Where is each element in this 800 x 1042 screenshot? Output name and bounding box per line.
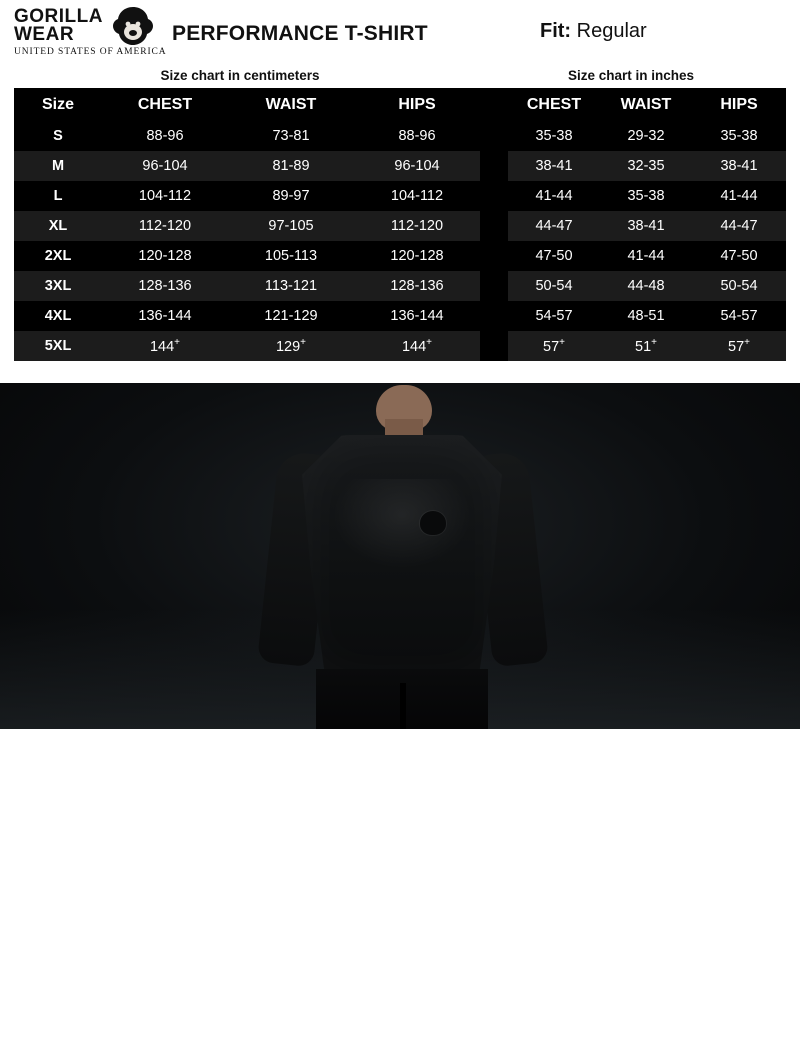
cell-cm-waist: 105-113 <box>228 241 354 271</box>
table-row <box>14 181 786 211</box>
cell-in-waist: 32-35 <box>600 151 692 181</box>
table-row <box>14 301 786 331</box>
cell-in-hips: 57+ <box>692 331 786 361</box>
brand-logo <box>14 6 167 57</box>
callout-hips <box>14 977 252 1042</box>
cell-cm-waist: 73-81 <box>228 121 354 151</box>
brand-line-2: WEAR <box>14 24 75 45</box>
size-table-body <box>14 121 786 361</box>
cell-in-chest: 50-54 <box>508 271 600 301</box>
callout-waist <box>533 923 763 988</box>
th-in-chest: CHEST <box>508 88 600 121</box>
cell-cm-chest: 88-96 <box>102 121 228 151</box>
cell-spacer <box>480 211 508 241</box>
th-cm-hips: HIPS <box>354 88 480 121</box>
cell-cm-waist: 113-121 <box>228 271 354 301</box>
cell-in-waist: 38-41 <box>600 211 692 241</box>
cell-cm-hips: 112-120 <box>354 211 480 241</box>
cell-size: M <box>14 151 102 181</box>
table-row <box>14 211 786 241</box>
callout-hips-text: To measure the hips circumference, place the measuring tape around the fullest part of your hips. <box>14 998 229 1042</box>
unit-subheaders <box>0 62 800 88</box>
size-table <box>14 88 786 361</box>
hips-marker-dot <box>452 985 462 995</box>
th-spacer <box>480 88 508 121</box>
cell-cm-waist: 89-97 <box>228 181 354 211</box>
model-photo <box>258 383 548 729</box>
fit-value: Regular <box>576 20 647 42</box>
callout-chest <box>14 838 266 917</box>
cell-cm-waist: 97-105 <box>228 211 354 241</box>
cell-spacer <box>480 151 508 181</box>
th-cm-waist: WAIST <box>228 88 354 121</box>
size-table-container <box>0 88 800 361</box>
cell-in-hips: 47-50 <box>692 241 786 271</box>
cell-cm-waist: 81-89 <box>228 151 354 181</box>
subheader-inches: Size chart in inches <box>567 67 695 83</box>
gorilla-icon <box>110 6 156 50</box>
table-row <box>14 271 786 301</box>
cell-cm-hips: 136-144 <box>354 301 480 331</box>
table-row <box>14 151 786 181</box>
cell-size: 2XL <box>14 241 102 271</box>
table-header-row <box>14 88 786 121</box>
cell-size: XL <box>14 211 102 241</box>
callout-waist-title: Waist <box>533 923 577 941</box>
fit-info <box>540 8 790 43</box>
model-leg-gap <box>400 683 406 729</box>
page-title: PERFORMANCE T-SHIRT <box>172 22 428 45</box>
cell-in-chest: 41-44 <box>508 181 600 211</box>
cell-spacer <box>480 121 508 151</box>
cell-spacer <box>480 271 508 301</box>
page-header <box>0 0 800 62</box>
chest-marker-dot <box>462 846 472 856</box>
cell-spacer <box>480 241 508 271</box>
cell-cm-hips: 88-96 <box>354 121 480 151</box>
cell-spacer <box>480 181 508 211</box>
waist-leader-line <box>356 934 534 936</box>
brand-line-1: GORILLA <box>14 6 103 27</box>
th-size: Size <box>14 88 102 121</box>
cell-cm-waist: 121-129 <box>228 301 354 331</box>
table-row <box>14 331 786 361</box>
cell-in-hips: 41-44 <box>692 181 786 211</box>
cell-in-hips: 35-38 <box>692 121 786 151</box>
table-row <box>14 121 786 151</box>
cell-cm-hips: 128-136 <box>354 271 480 301</box>
cell-in-hips: 44-47 <box>692 211 786 241</box>
callout-hips-title: Hips <box>14 977 50 995</box>
callout-chest-text: To measure the chest circumference, place the measuring tape around the chest, under the armpits and over your nipples. Do not tighten too tightly. <box>14 859 266 917</box>
cell-in-hips: 50-54 <box>692 271 786 301</box>
cell-cm-hips: 96-104 <box>354 151 480 181</box>
cell-in-chest: 44-47 <box>508 211 600 241</box>
cell-cm-hips: 144+ <box>354 331 480 361</box>
cell-cm-chest: 112-120 <box>102 211 228 241</box>
cell-in-hips: 38-41 <box>692 151 786 181</box>
cell-in-waist: 44-48 <box>600 271 692 301</box>
cell-cm-chest: 128-136 <box>102 271 228 301</box>
cell-cm-chest: 104-112 <box>102 181 228 211</box>
cell-cm-hips: 120-128 <box>354 241 480 271</box>
cell-size: 3XL <box>14 271 102 301</box>
cell-in-chest: 57+ <box>508 331 600 361</box>
chest-gorilla-logo-icon <box>420 511 446 535</box>
cell-in-waist: 51+ <box>600 331 692 361</box>
cell-size: 5XL <box>14 331 102 361</box>
cell-size: L <box>14 181 102 211</box>
th-in-hips: HIPS <box>692 88 786 121</box>
cell-cm-waist: 129+ <box>228 331 354 361</box>
brand-country: UNITED STATES OF AMERICA <box>14 47 167 57</box>
cell-size: 4XL <box>14 301 102 331</box>
cell-cm-chest: 144+ <box>102 331 228 361</box>
cell-in-waist: 29-32 <box>600 121 692 151</box>
cell-in-waist: 35-38 <box>600 181 692 211</box>
cell-spacer <box>480 331 508 361</box>
callout-waist-text: To measure the waist circumference, place the measuring tape around the narrowest part of your waist. <box>533 944 749 988</box>
cell-cm-chest: 120-128 <box>102 241 228 271</box>
cell-cm-chest: 96-104 <box>102 151 228 181</box>
subheader-centimeters: Size chart in centimeters <box>160 67 320 83</box>
cell-cm-chest: 136-144 <box>102 301 228 331</box>
cell-in-waist: 48-51 <box>600 301 692 331</box>
fabric-highlight <box>332 479 472 569</box>
cell-in-hips: 54-57 <box>692 301 786 331</box>
cell-in-chest: 35-38 <box>508 121 600 151</box>
cell-in-chest: 54-57 <box>508 301 600 331</box>
cell-size: S <box>14 121 102 151</box>
measurement-diagram <box>0 383 800 1042</box>
th-cm-chest: CHEST <box>102 88 228 121</box>
cell-in-waist: 41-44 <box>600 241 692 271</box>
callout-chest-title: Chest <box>14 838 60 856</box>
cell-in-chest: 47-50 <box>508 241 600 271</box>
table-row <box>14 241 786 271</box>
cell-spacer <box>480 301 508 331</box>
th-in-waist: WAIST <box>600 88 692 121</box>
fit-label: Fit: <box>540 20 572 42</box>
waist-marker-dot <box>350 930 360 940</box>
cell-in-chest: 38-41 <box>508 151 600 181</box>
cell-cm-hips: 104-112 <box>354 181 480 211</box>
